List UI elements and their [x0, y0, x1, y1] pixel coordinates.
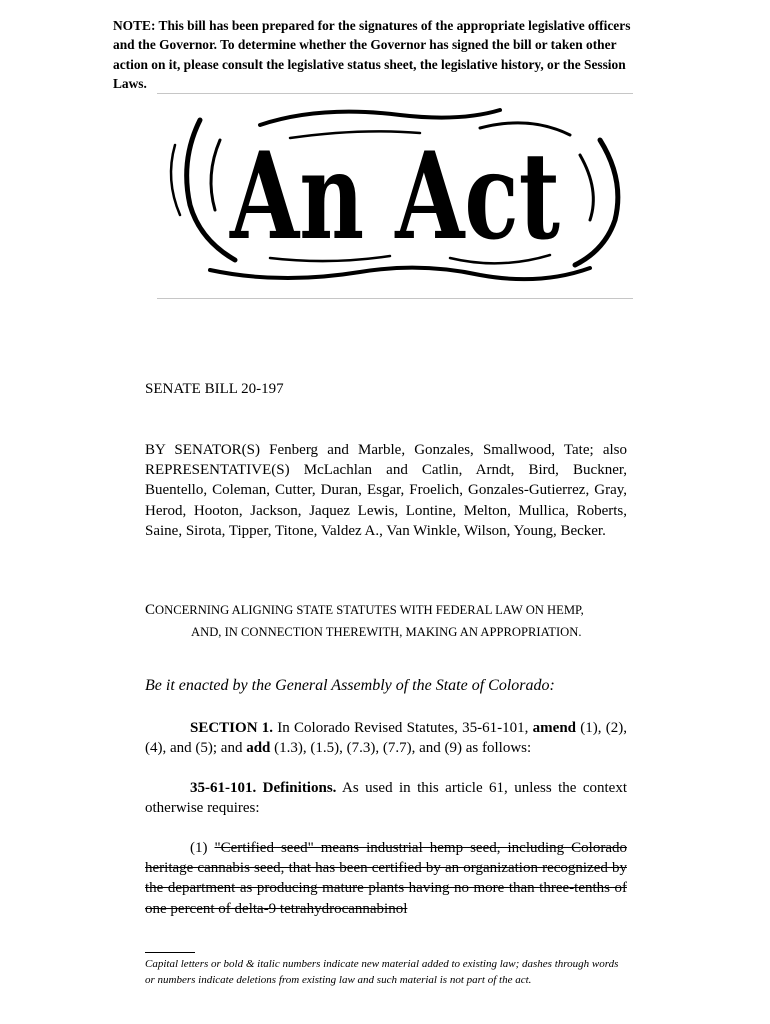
- section-1-heading: SECTION 1.: [190, 720, 274, 736]
- an-act-title: An Act: [229, 126, 560, 267]
- flourish-right-inner: [580, 155, 593, 220]
- flourish-bottom-main: [210, 268, 590, 280]
- amend-keyword: amend: [532, 720, 577, 736]
- an-act-banner: [160, 100, 630, 290]
- footnote-rule: [145, 952, 195, 953]
- flourish-left-inner: [211, 140, 220, 210]
- bill-title-line-2: AND, IN CONNECTION THEREWITH, MAKING AN APPROPRIATION.: [191, 624, 582, 639]
- bill-title: [145, 600, 627, 643]
- flourish-top-main: [260, 110, 500, 125]
- footnote: Capital letters or bold & italic numbers indicate new material added to existing law; dashes through words or numbers indicate deletions from existing law and such material is not part of the act.: [145, 958, 619, 987]
- enacting-clause: Be it enacted by the General Assembly of the State of Colorado:: [145, 677, 555, 694]
- add-keyword: add: [246, 740, 271, 757]
- bill-number: SENATE BILL 20-197: [145, 381, 284, 397]
- section-1-paragraph: SECTION 1. In Colorado Revised Statutes, 35-61-101, amend (1), (2), (4), and (5); and add (1.3), (1.5), (7.3), (7.7), and (9) as follows:: [145, 720, 627, 757]
- banner-top-rule: [157, 93, 633, 94]
- definitions-heading: 35-61-101. Definitions.: [190, 780, 337, 796]
- subsection-1-paragraph: (1) "Certified seed" means industrial hemp seed, including Colorado heritage cannabis seed, that has been certified by an organization recognized by the department as producing mature plants having no more than three-tenths of one percent of delta-9 tetrahydrocannabinol: [145, 840, 628, 917]
- deleted-text: "Certified seed" means industrial hemp seed, including Colorado heritage cannabis seed, that has been certified by an organization recognized by the department as producing mature plants having no more than three-tenths of one percent of delta-9 tetrahydrocannabinol: [145, 840, 628, 917]
- legislative-note: NOTE: This bill has been prepared for the signatures of the appropriate legislative officers and the Governor. To determine whether the Governor has signed the bill or taken other action on it, please consult the legislative status sheet, the legislative history, or the Session Laws.: [113, 18, 631, 92]
- bill-title-line-1: CONCERNING ALIGNING STATE STATUTES WITH FEDERAL LAW ON HEMP,: [145, 602, 584, 618]
- banner-bottom-rule: [157, 298, 633, 299]
- bill-sponsors: BY SENATOR(S) Fenberg and Marble, Gonzales, Smallwood, Tate; also REPRESENTATIVE(S) McLachlan and Catlin, Arndt, Bird, Buckner, Buentello, Coleman, Cutter, Duran, Esgar, Froelich, Gonzales-Gutierrez, Gray, Herod, Hooton, Jackson, Jaquez Lewis, Lontine, Melton, Mullica, Roberts, Saine, Sirota, Tipper, Titone, Valdez A., Van Winkle, Wilson, Young, Becker.: [145, 442, 627, 539]
- flourish-left-thin: [171, 145, 180, 215]
- definitions-paragraph: 35-61-101. Definitions. As used in this article 61, unless the context otherwise requires:: [145, 780, 628, 817]
